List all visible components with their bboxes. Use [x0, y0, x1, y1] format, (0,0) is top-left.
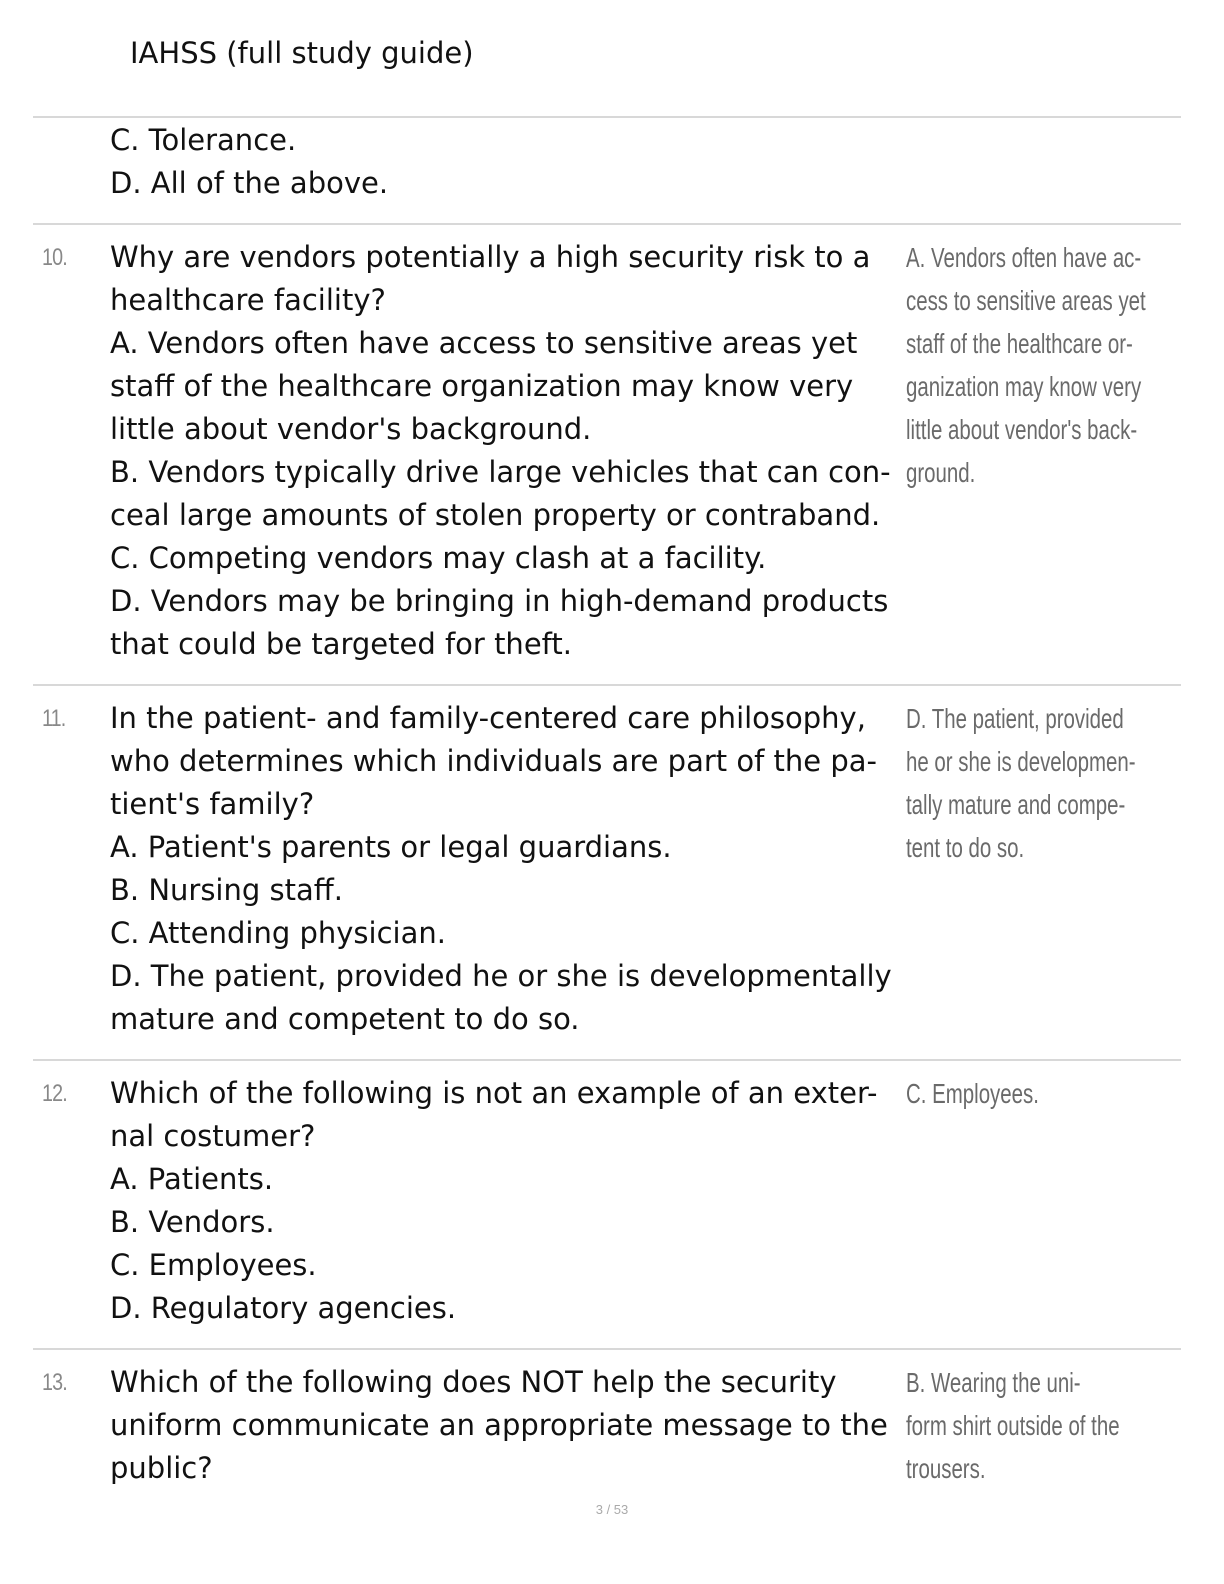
question-line: tient's family?	[110, 787, 315, 821]
option-line: ceal large amounts of stolen property or contraband.	[110, 498, 881, 532]
answer-line: ganization may know very	[906, 371, 1142, 402]
option-line: C. Attending physician.	[110, 916, 446, 950]
question-line: nal costumer?	[110, 1119, 316, 1153]
answer-line: C. Employees.	[906, 1078, 1039, 1109]
answer-text	[906, 697, 1169, 869]
question-line: healthcare facility?	[110, 283, 386, 317]
question-number: 10.	[42, 244, 67, 271]
answer-line: little about vendor's back-	[906, 414, 1138, 445]
question-text	[110, 1361, 910, 1490]
answer-text	[906, 236, 1169, 494]
option-line: D. The patient, provided he or she is developmentally	[110, 959, 892, 993]
option-line: A. Vendors often have access to sensitive areas yet	[110, 326, 858, 360]
answer-text	[906, 1361, 1169, 1490]
divider	[33, 116, 1181, 118]
option-line: A. Patients.	[110, 1162, 274, 1196]
answer-line: ground.	[906, 457, 976, 488]
divider	[33, 684, 1181, 686]
question-line: In the patient- and family-centered care philosophy,	[110, 701, 866, 735]
option-line: mature and competent to do so.	[110, 1002, 580, 1036]
option-line: D. Regulatory agencies.	[110, 1291, 457, 1325]
answer-line: cess to sensitive areas yet	[906, 285, 1146, 316]
divider	[33, 1059, 1181, 1061]
question-line: Which of the following is not an example of an exter-	[110, 1076, 878, 1110]
answer-line: trousers.	[906, 1453, 986, 1484]
answer-line: D. The patient, provided	[906, 703, 1124, 734]
question-line: Why are vendors potentially a high security risk to a	[110, 240, 871, 274]
question-text	[110, 1072, 910, 1330]
option-line: C. Employees.	[110, 1248, 317, 1282]
option-line: that could be targeted for theft.	[110, 627, 572, 661]
answer-line: he or she is developmen-	[906, 746, 1136, 777]
question-line: who determines which individuals are part of the pa-	[110, 744, 877, 778]
option-line: C. Competing vendors may clash at a facility.	[110, 541, 767, 575]
answer-line: form shirt outside of the	[906, 1410, 1120, 1441]
answer-line: A. Vendors often have ac-	[906, 242, 1142, 273]
question-line: uniform communicate an appropriate message to the	[110, 1408, 888, 1442]
option-line: little about vendor's background.	[110, 412, 592, 446]
question-number: 12.	[42, 1080, 67, 1107]
divider	[33, 223, 1181, 225]
answer-text	[906, 1072, 1169, 1115]
option-line: B. Vendors typically drive large vehicles that can con-	[110, 455, 891, 489]
page-title: IAHSS (full study guide)	[130, 36, 474, 70]
question-text	[110, 236, 910, 666]
option-line: D. Vendors may be bringing in high-demand products	[110, 584, 889, 618]
page-number: 3 / 53	[595, 1502, 629, 1517]
option-line: C. Tolerance.	[110, 123, 297, 157]
option-line: staff of the healthcare organization may know very	[110, 369, 854, 403]
option-line: A. Patient's parents or legal guardians.	[110, 830, 672, 864]
answer-line: B. Wearing the uni-	[906, 1367, 1081, 1398]
question-line: Which of the following does NOT help the security	[110, 1365, 837, 1399]
question-text	[110, 697, 910, 1041]
answer-line: tally mature and compe-	[906, 789, 1126, 820]
answer-line: tent to do so.	[906, 832, 1025, 863]
divider	[33, 1348, 1181, 1350]
answer-line: staff of the healthcare or-	[906, 328, 1133, 359]
question-number: 11.	[42, 705, 66, 732]
question-line: public?	[110, 1451, 213, 1485]
question-continuation	[110, 119, 910, 205]
option-line: B. Nursing staff.	[110, 873, 343, 907]
option-line: D. All of the above.	[110, 166, 389, 200]
question-number: 13.	[42, 1369, 67, 1396]
option-line: B. Vendors.	[110, 1205, 275, 1239]
